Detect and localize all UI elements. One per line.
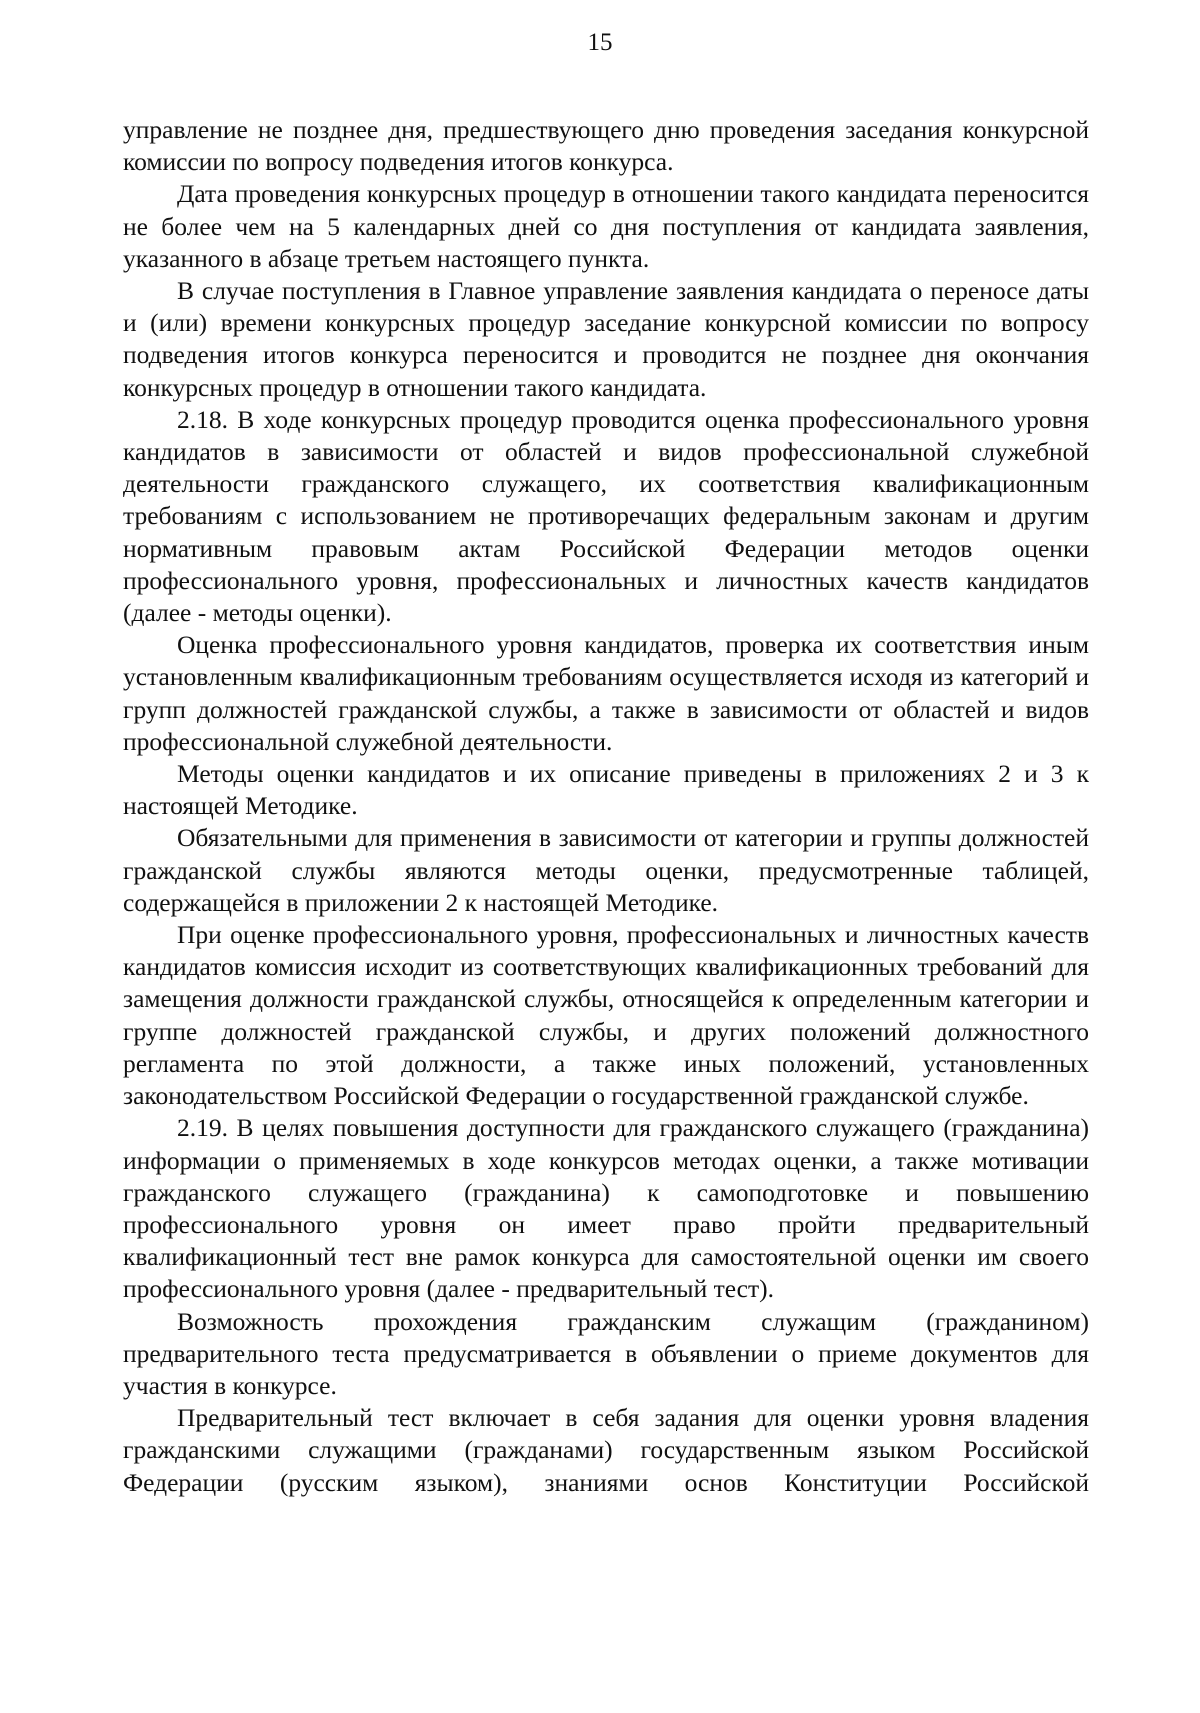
paragraph-clause-2-19: 2.19. В целях повышения доступности для гражданского служащего (гражданина) информации о применяемых в ходе конкурсов методах оценки, а также мотивации гражданского служащего (гражданина) к самоподготовке и повышению профессионального уровня он имеет право пройти предварительный квалификационный тест вне рамок конкурса для самостоятельной оценки им своего профессионального уровня (далее - предварительный тест).: [123, 1113, 1089, 1304]
paragraph-commission-assessment: При оценке профессионального уровня, профессиональных и личностных качеств кандидатов комиссия исходит из соответствующих квалификационных требований для замещения должности гражданской службы, относящейся к определенным категории и группе должностей гражданской службы, и других положений должностного регламента по этой должности, а также иных положений, установленных законодательством Российской Федерации о государственной гражданской службе.: [123, 920, 1089, 1111]
paragraph-mandatory-methods: Обязательными для применения в зависимости от категории и группы должностей гражданской службы являются методы оценки, предусмотренные таблицей, содержащейся в приложении 2 к настоящей Методике.: [123, 823, 1089, 917]
paragraph-preliminary-test-content: Предварительный тест включает в себя задания для оценки уровня владения гражданскими служащими (гражданами) государственным языком Российской Федерации (русским языком), знаниями основ Конституции Российской: [123, 1403, 1089, 1497]
paragraph-preliminary-test-option: Возможность прохождения гражданским служащим (гражданином) предварительного теста предусматривается в объявлении о приеме документов для участия в конкурсе.: [123, 1306, 1089, 1400]
document-body: [123, 114, 1089, 1499]
paragraph-meeting-postponement: В случае поступления в Главное управление заявления кандидата о переносе даты и (или) времени конкурсных процедур заседание конкурсной комиссии по вопросу подведения итогов конкурса переносится и проводится не позднее дня окончания конкурсных процедур в отношении такого кандидата.: [123, 276, 1089, 402]
paragraph-qualification-check: Оценка профессионального уровня кандидатов, проверка их соответствия иным установленным квалификационным требованиям осуществляется исходя из категорий и групп должностей гражданской службы, а также в зависимости от областей и видов профессиональной служебной деятельности.: [123, 630, 1089, 756]
paragraph-assessment-methods: Методы оценки кандидатов и их описание приведены в приложениях 2 и 3 к настоящей Методике.: [123, 759, 1089, 821]
page-number: 15: [587, 29, 613, 56]
paragraph-continuation: управление не позднее дня, предшествующего дню проведения заседания конкурсной комиссии по вопросу подведения итогов конкурса.: [123, 115, 1089, 177]
paragraph-clause-2-18: 2.18. В ходе конкурсных процедур проводится оценка профессионального уровня кандидатов в зависимости от областей и видов профессиональной служебной деятельности гражданского служащего, их соответствия квалификационным требованиям с использованием не противоречащих федеральным законам и другим нормативным правовым актам Российской Федерации методов оценки профессионального уровня, профессиональных и личностных качеств кандидатов (далее - методы оценки).: [123, 404, 1089, 628]
paragraph-date-postponement: Дата проведения конкурсных процедур в отношении такого кандидата переносится не более чем на 5 календарных дней со дня поступления от кандидата заявления, указанного в абзаце третьем настоящего пункта.: [123, 179, 1089, 273]
